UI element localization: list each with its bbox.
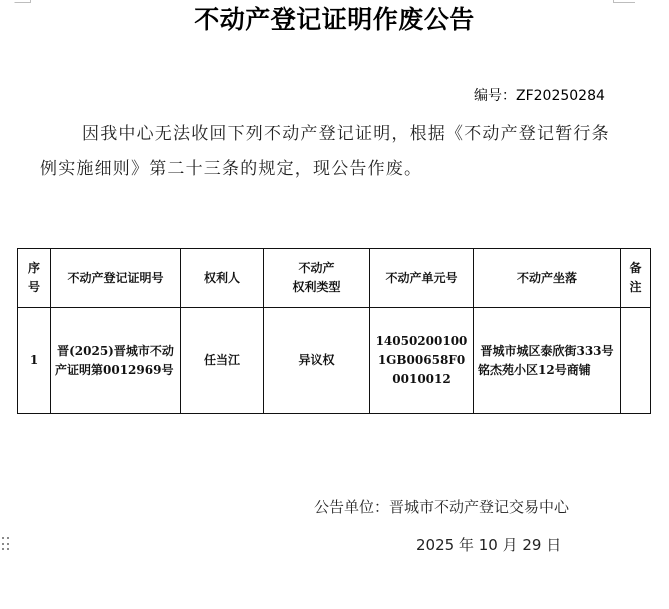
header-right-type xyxy=(264,249,370,308)
header-unit-no: 不动产单元号 xyxy=(370,249,474,308)
table-header-row xyxy=(18,249,651,308)
drag-handle-icon[interactable] xyxy=(2,537,10,551)
document-number-label: 编号： xyxy=(474,88,516,104)
table-row xyxy=(18,308,651,414)
voided-certificates-table xyxy=(17,248,651,414)
cell-note xyxy=(621,308,651,414)
header-seq: 序号 xyxy=(18,249,51,308)
cell-holder: 任当江 xyxy=(181,308,264,414)
cell-cert-no: 晋(2025)晋城市不动产证明第0012969号 xyxy=(51,308,181,414)
header-cert-no: 不动产登记证明号 xyxy=(51,249,181,308)
document-number xyxy=(474,86,605,106)
cell-location: 晋城市城区泰欣街333号铭杰苑小区12号商铺 xyxy=(474,308,621,414)
issue-date: 2025 年 10 月 29 日 xyxy=(416,536,562,554)
cell-right-type: 异议权 xyxy=(264,308,370,414)
header-location: 不动产坐落 xyxy=(474,249,621,308)
header-right-type-line1: 不动产 xyxy=(298,261,335,275)
document-title: 不动产登记证明作废公告 xyxy=(194,5,475,34)
notice-body-paragraph: 因我中心无法收回下列不动产登记证明，根据《不动产登记暂行条例实施细则》第二十三条的规定，现公告作废。 xyxy=(40,124,610,179)
cell-unit-no xyxy=(370,308,474,414)
header-note: 备注 xyxy=(621,249,651,308)
unit-no-text: 140502001001GB00658F00010012 xyxy=(375,334,468,386)
document-number-value: ZF20250284 xyxy=(516,88,605,104)
header-right-type-line2: 权利类型 xyxy=(292,280,341,294)
issuer-line: 公告单位：晋城市不动产登记交易中心 xyxy=(314,498,570,516)
cell-seq: 1 xyxy=(18,308,51,414)
header-holder: 权利人 xyxy=(181,249,264,308)
